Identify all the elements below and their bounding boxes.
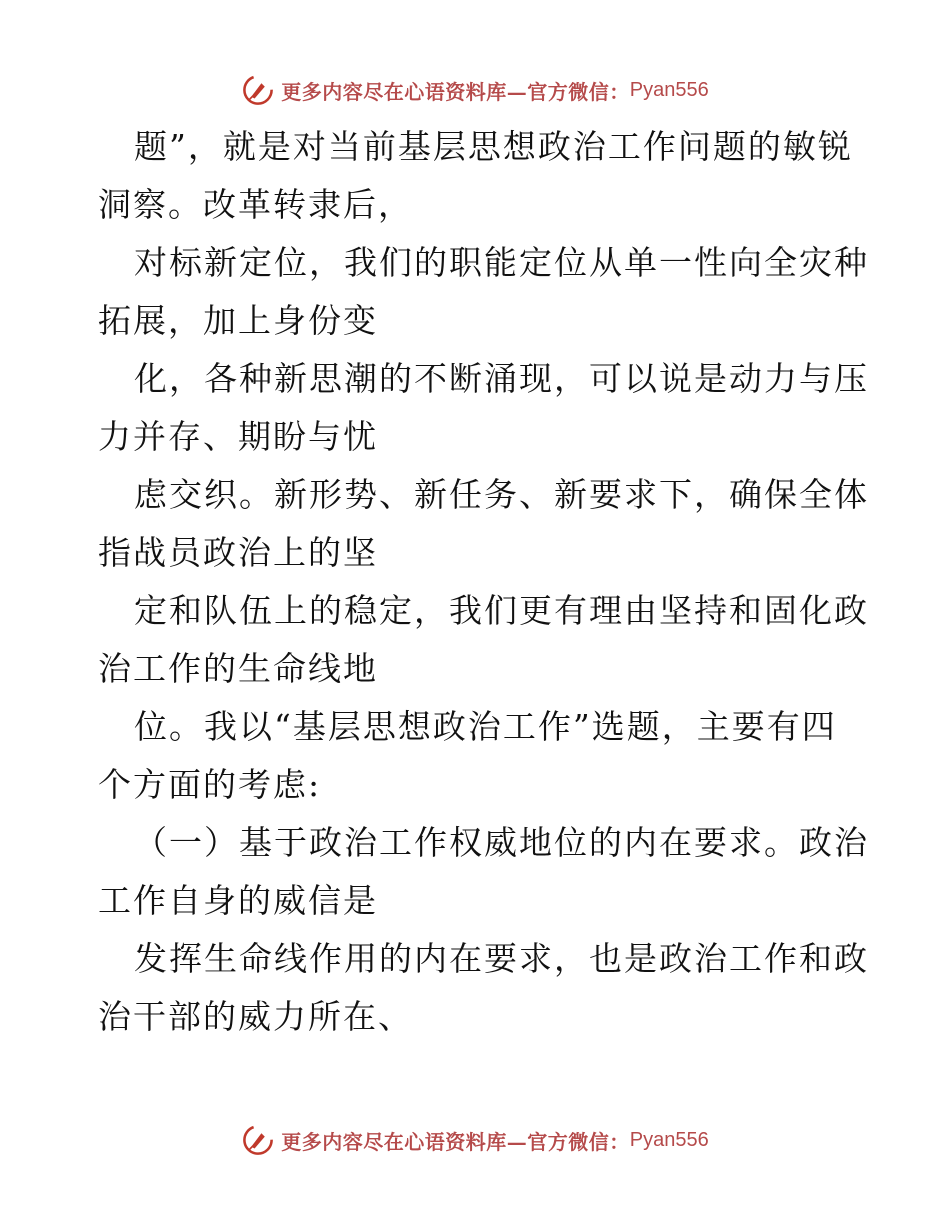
paragraph	[98, 118, 858, 234]
text-line: 洞察。改革转隶后，	[98, 185, 413, 224]
watermark-text: 更多内容尽在心语资料库—官方微信：	[281, 79, 630, 104]
watermark-text: 更多内容尽在心语资料库—官方微信：	[281, 1129, 630, 1154]
document-body	[98, 118, 869, 1046]
paragraph	[98, 814, 869, 930]
paragraph	[98, 582, 869, 698]
text-line: 个方面的考虑:	[98, 765, 322, 804]
footer-watermark	[0, 1120, 950, 1160]
paragraph	[98, 234, 869, 350]
text-line: 拓展，加上身份变	[98, 301, 378, 340]
watermark-wechat-id: Pyan556	[629, 78, 709, 101]
paragraph	[98, 350, 869, 466]
paragraph	[98, 466, 869, 582]
text-line: （一）基于政治工作权威地位的内在要求。政治	[134, 823, 869, 862]
text-line: 化，各种新思潮的不断涌现，可以说是动力与压	[134, 359, 869, 398]
pen-nib-logo-icon	[241, 1123, 275, 1157]
text-line: 治工作的生命线地	[98, 649, 378, 688]
paragraph	[98, 930, 869, 1046]
text-line: 工作自身的威信是	[98, 881, 378, 920]
text-line: 发挥生命线作用的内在要求，也是政治工作和政	[134, 939, 869, 978]
text-line: 治干部的威力所在、	[98, 997, 413, 1036]
text-line: 力并存、期盼与忧	[98, 417, 378, 456]
text-line: 位。我以“基层思想政治工作”选题，主要有四	[134, 707, 837, 746]
pen-nib-logo-icon	[241, 73, 275, 107]
paragraph	[98, 698, 858, 814]
text-line: 定和队伍上的稳定，我们更有理由坚持和固化政	[134, 591, 869, 630]
text-line: 指战员政治上的坚	[98, 533, 378, 572]
text-line: 对标新定位，我们的职能定位从单一性向全灾种	[134, 243, 869, 282]
header-watermark	[0, 70, 950, 110]
watermark-wechat-id: Pyan556	[629, 1128, 709, 1151]
text-line: 虑交织。新形势、新任务、新要求下，确保全体	[134, 475, 869, 514]
text-line: 题”，就是对当前基层思想政治工作问题的敏锐	[134, 127, 853, 166]
